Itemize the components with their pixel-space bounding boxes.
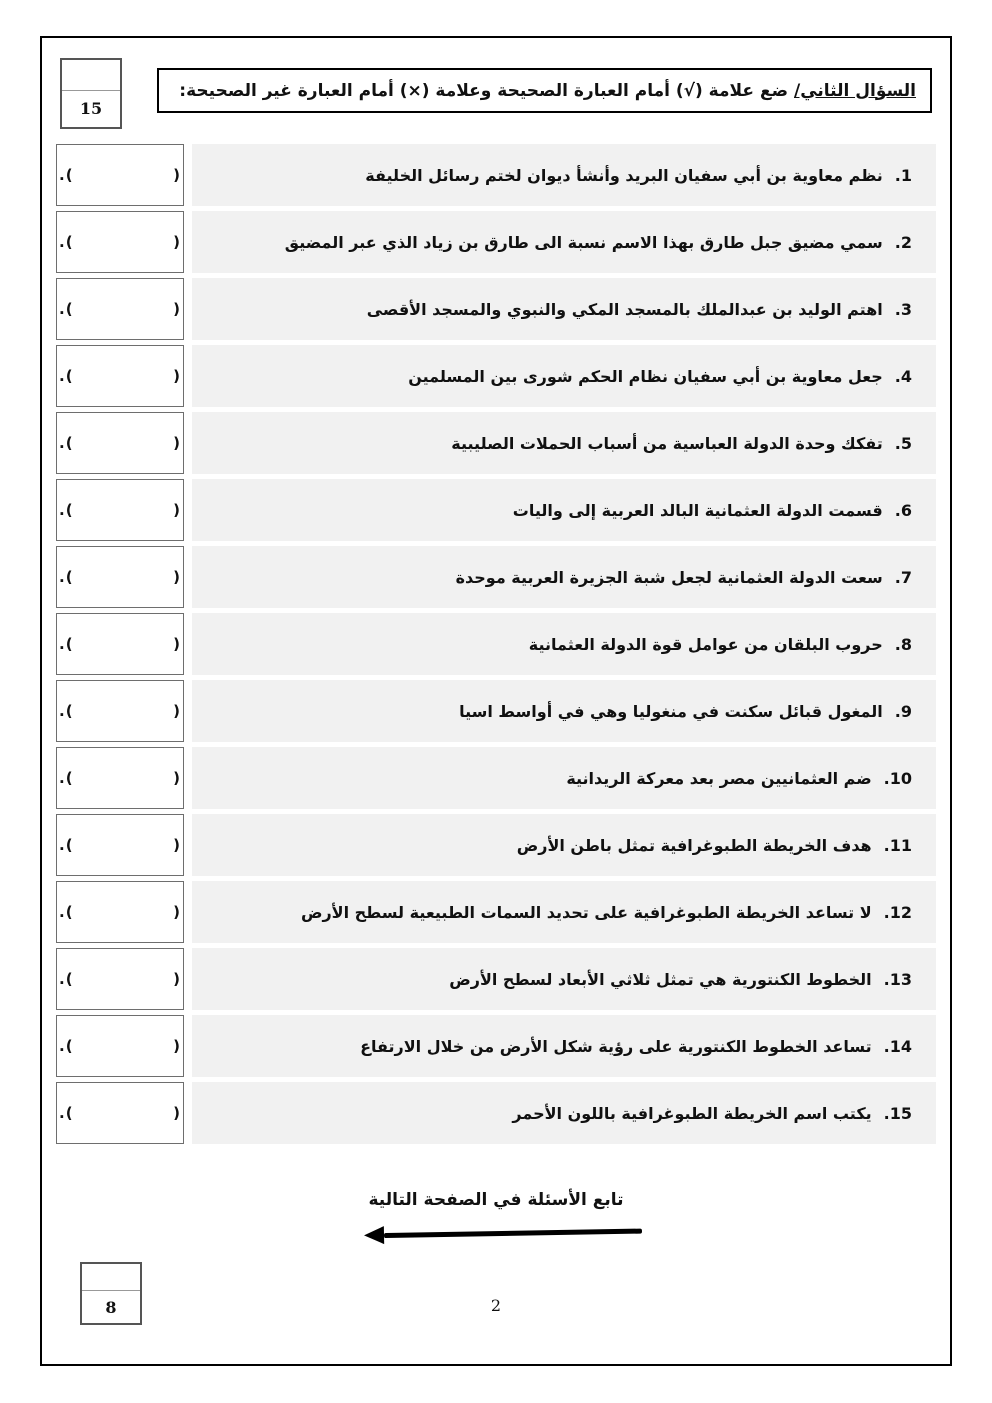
question-number: 6. — [894, 500, 912, 520]
question-number: 13. — [883, 969, 912, 989]
question-row — [56, 814, 936, 876]
question-cell — [192, 412, 936, 474]
score-box-top-empty-cell — [62, 60, 120, 91]
score-box-bottom-empty-cell — [82, 1264, 140, 1291]
question-cell — [192, 144, 936, 206]
section-title: السؤال الثاني/ — [794, 80, 916, 101]
answer-cell[interactable] — [56, 1082, 184, 1144]
answer-blank: .( ) — [59, 434, 181, 452]
question-number: 9. — [894, 701, 912, 721]
question-row — [56, 546, 936, 608]
score-box-top — [60, 58, 122, 129]
answer-cell[interactable] — [56, 680, 184, 742]
question-text: لا تساعد الخريطة الطبوغرافية على تحديد السمات الطبيعية لسطح الأرض — [300, 902, 872, 922]
question-header — [157, 68, 932, 113]
answer-cell[interactable] — [56, 479, 184, 541]
question-text: سعت الدولة العثمانية لجعل شبة الجزيرة العربية موحدة — [455, 567, 883, 587]
answer-cell[interactable] — [56, 814, 184, 876]
answer-blank: .( ) — [59, 367, 181, 385]
question-number: 8. — [894, 634, 912, 654]
question-text: يكتب اسم الخريطة الطبوغرافية باللون الأحمر — [512, 1103, 872, 1123]
question-row — [56, 1015, 936, 1077]
question-row — [56, 1082, 936, 1144]
question-cell — [192, 479, 936, 541]
question-row — [56, 211, 936, 273]
question-cell — [192, 546, 936, 608]
continuation-note: تابع الأسئلة في الصفحة التالية — [368, 1190, 624, 1210]
left-arrow-icon — [364, 1222, 642, 1245]
question-number: 3. — [894, 299, 912, 319]
score-box-bottom — [80, 1262, 142, 1325]
question-number: 5. — [894, 433, 912, 453]
question-cell — [192, 948, 936, 1010]
answer-cell[interactable] — [56, 881, 184, 943]
answer-cell[interactable] — [56, 948, 184, 1010]
answer-blank: .( ) — [59, 300, 181, 318]
answer-cell[interactable] — [56, 144, 184, 206]
question-text: نظم معاوية بن أبي سفيان البريد وأنشأ ديوان لختم رسائل الخليفة — [365, 165, 883, 185]
question-row — [56, 881, 936, 943]
answer-blank: .( ) — [59, 769, 181, 787]
question-number: 7. — [894, 567, 912, 587]
answer-blank: .( ) — [59, 1037, 181, 1055]
question-text: ضم العثمانيين مصر بعد معركة الريدانية — [566, 768, 872, 788]
question-text: حروب البلقان من عوامل قوة الدولة العثمانية — [528, 634, 883, 654]
question-row — [56, 278, 936, 340]
score-box-top-value: 15 — [79, 99, 103, 119]
answer-blank: .( ) — [59, 702, 181, 720]
question-row — [56, 345, 936, 407]
question-number: 4. — [894, 366, 912, 386]
question-text: اهتم الوليد بن عبدالملك بالمسجد المكي والنبوي والمسجد الأقصى — [366, 299, 883, 319]
question-cell — [192, 814, 936, 876]
question-cell — [192, 881, 936, 943]
answer-blank: .( ) — [59, 903, 181, 921]
question-number: 1. — [894, 165, 912, 185]
question-number: 14. — [883, 1036, 912, 1056]
answer-blank: .( ) — [59, 1104, 181, 1122]
question-cell — [192, 680, 936, 742]
answer-blank: .( ) — [59, 970, 181, 988]
question-cell — [192, 747, 936, 809]
question-cell — [192, 1082, 936, 1144]
answer-cell[interactable] — [56, 747, 184, 809]
question-text: قسمت الدولة العثمانية البالد العربية إلى واليات — [512, 500, 883, 520]
answer-cell[interactable] — [56, 345, 184, 407]
page-border-frame — [40, 36, 952, 1366]
question-row — [56, 144, 936, 206]
answer-blank: .( ) — [59, 233, 181, 251]
question-number: 2. — [894, 232, 912, 252]
question-row — [56, 680, 936, 742]
answer-cell[interactable] — [56, 613, 184, 675]
answer-cell[interactable] — [56, 1015, 184, 1077]
question-row — [56, 948, 936, 1010]
answer-cell[interactable] — [56, 546, 184, 608]
question-cell — [192, 278, 936, 340]
question-text: المغول قبائل سكنت في منغوليا وهي في أواسط اسيا — [459, 701, 883, 721]
question-number: 11. — [883, 835, 912, 855]
question-row — [56, 412, 936, 474]
question-text: هدف الخريطة الطبوغرافية تمثل باطن الأرض — [516, 835, 872, 855]
answer-blank: .( ) — [59, 166, 181, 184]
arrow-head — [364, 1226, 384, 1244]
question-text: تفكك وحدة الدولة العباسية من أسباب الحملات الصليبية — [451, 433, 883, 453]
answer-cell[interactable] — [56, 412, 184, 474]
question-row — [56, 613, 936, 675]
answer-blank: .( ) — [59, 635, 181, 653]
question-number: 12. — [883, 902, 912, 922]
question-cell — [192, 613, 936, 675]
answer-blank: .( ) — [59, 501, 181, 519]
question-cell — [192, 1015, 936, 1077]
question-number: 10. — [883, 768, 912, 788]
section-instruction: ضع علامة (√) أمام العبارة الصحيحة وعلامة (×) أمام العبارة غير الصحيحة: — [179, 80, 788, 101]
arrow-shaft — [384, 1228, 642, 1238]
answer-blank: .( ) — [59, 568, 181, 586]
page-number: 2 — [490, 1296, 502, 1315]
question-row — [56, 747, 936, 809]
question-number: 15. — [883, 1103, 912, 1123]
question-text: تساعد الخطوط الكنتورية على رؤية شكل الأرض من خلال الارتفاع — [360, 1036, 872, 1056]
question-cell — [192, 345, 936, 407]
questions-table — [56, 144, 936, 1144]
score-box-bottom-value: 8 — [105, 1297, 117, 1317]
answer-cell[interactable] — [56, 211, 184, 273]
question-row — [56, 479, 936, 541]
question-text: الخطوط الكنتورية هي تمثل ثلاثي الأبعاد لسطح الأرض — [449, 969, 872, 989]
answer-cell[interactable] — [56, 278, 184, 340]
question-text: سمي مضيق جبل طارق بهذا الاسم نسبة الى طارق بن زياد الذي عبر المضيق — [284, 232, 883, 252]
question-cell — [192, 211, 936, 273]
question-text: جعل معاوية بن أبي سفيان نظام الحكم شورى بين المسلمين — [408, 366, 883, 386]
answer-blank: .( ) — [59, 836, 181, 854]
